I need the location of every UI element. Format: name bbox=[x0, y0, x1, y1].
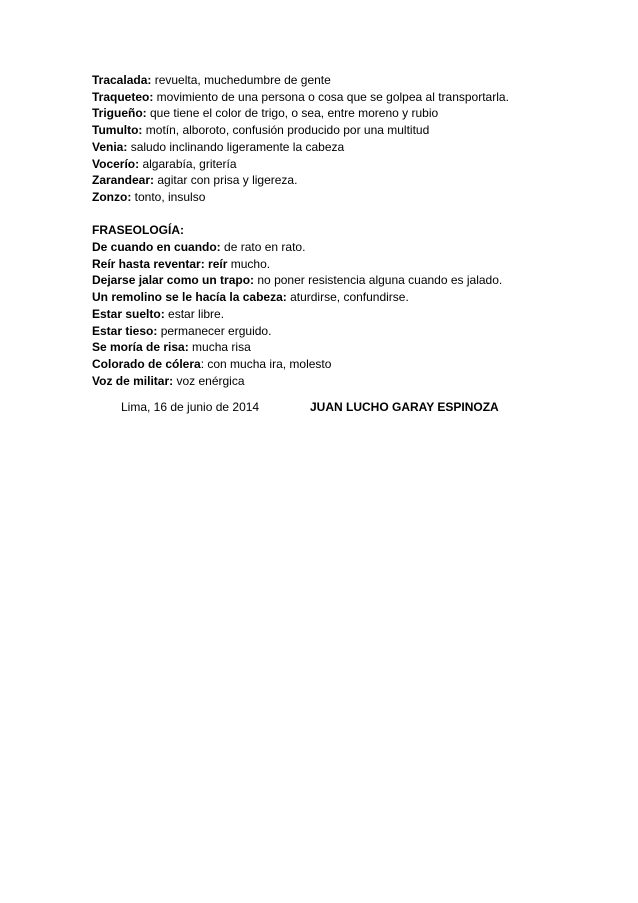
glossary-entry bbox=[92, 172, 592, 189]
phrase-entry bbox=[92, 239, 592, 256]
glossary-entry bbox=[92, 105, 592, 122]
glossary-term: Venia: bbox=[92, 139, 128, 154]
glossary-term: Traqueteo: bbox=[92, 89, 154, 104]
glossary-definition: que tiene el color de trigo, o sea, entre moreno y rubio bbox=[146, 106, 439, 121]
glossary-definition: motín, alboroto, confusión producido por una multitud bbox=[142, 123, 430, 138]
section-gap bbox=[92, 206, 592, 223]
phraseology-heading: FRASEOLOGÍA: bbox=[92, 223, 184, 238]
phrase-entry bbox=[92, 289, 592, 306]
phrase-definition: voz enérgica bbox=[173, 373, 245, 388]
glossary-term: Zonzo: bbox=[92, 189, 132, 204]
glossary-term: Vocerío: bbox=[92, 156, 140, 171]
phrase-entry bbox=[92, 323, 592, 340]
glossary-definition: revuelta, muchedumbre de gente bbox=[151, 73, 331, 87]
phrase-entry bbox=[92, 306, 592, 323]
glossary-definition: saludo inclinando ligeramente la cabeza bbox=[127, 139, 345, 154]
glossary-entry bbox=[92, 139, 592, 156]
phrase-definition: de rato en rato. bbox=[220, 240, 306, 255]
phrase-definition: : con mucha ira, molesto bbox=[200, 356, 332, 371]
phrase-term: Estar suelto: bbox=[92, 306, 165, 321]
glossary-definition: tonto, insulso bbox=[131, 189, 206, 204]
glossary-entry bbox=[92, 89, 592, 106]
phrase-definition: mucha risa bbox=[188, 340, 251, 355]
phraseology-section bbox=[92, 222, 592, 389]
glossary-term: Tracalada: bbox=[92, 73, 152, 87]
glossary-definition: algarabía, gritería bbox=[139, 156, 237, 171]
phrase-term: Colorado de cólera bbox=[92, 356, 201, 371]
phrase-term: Se moría de risa: bbox=[92, 340, 189, 355]
glossary-term: Tumulto: bbox=[92, 123, 143, 138]
phrase-term: Dejarse jalar como un trapo: bbox=[92, 273, 255, 288]
phrase-term: De cuando en cuando: bbox=[92, 240, 221, 255]
phrase-term: Voz de militar: bbox=[92, 373, 174, 388]
phrase-entry bbox=[92, 339, 592, 356]
phrase-entry bbox=[92, 256, 592, 273]
glossary-entry bbox=[92, 72, 592, 89]
signature-line bbox=[92, 399, 592, 416]
phrase-term: Reír hasta reventar: reír bbox=[92, 256, 228, 271]
phrase-entry bbox=[92, 356, 592, 373]
glossary-section bbox=[92, 72, 592, 206]
glossary-entry bbox=[92, 156, 592, 173]
author-name: JUAN LUCHO GARAY ESPINOZA bbox=[310, 400, 499, 415]
glossary-entry bbox=[92, 122, 592, 139]
phrase-definition: permanecer erguido. bbox=[157, 323, 272, 338]
phrase-definition: aturdirse, confundirse. bbox=[286, 290, 409, 305]
phrase-definition: no poner resistencia alguna cuando es jalado. bbox=[254, 273, 503, 288]
glossary-definition: movimiento de una persona o cosa que se golpea al transportarla. bbox=[153, 89, 509, 104]
glossary-term: Zarandear: bbox=[92, 173, 155, 188]
glossary-term: Trigueño: bbox=[92, 106, 147, 121]
phrase-entry bbox=[92, 373, 592, 390]
glossary-entry bbox=[92, 189, 592, 206]
phrase-term: Estar tieso: bbox=[92, 323, 158, 338]
glossary-definition: agitar con prisa y ligereza. bbox=[154, 173, 298, 188]
document-body bbox=[92, 72, 592, 416]
phrase-term: Un remolino se le hacía la cabeza: bbox=[92, 290, 287, 305]
place-date: Lima, 16 de junio de 2014 bbox=[121, 400, 260, 415]
phrase-entry bbox=[92, 272, 592, 289]
phrase-definition: mucho. bbox=[227, 256, 271, 271]
phrase-definition: estar libre. bbox=[164, 306, 225, 321]
